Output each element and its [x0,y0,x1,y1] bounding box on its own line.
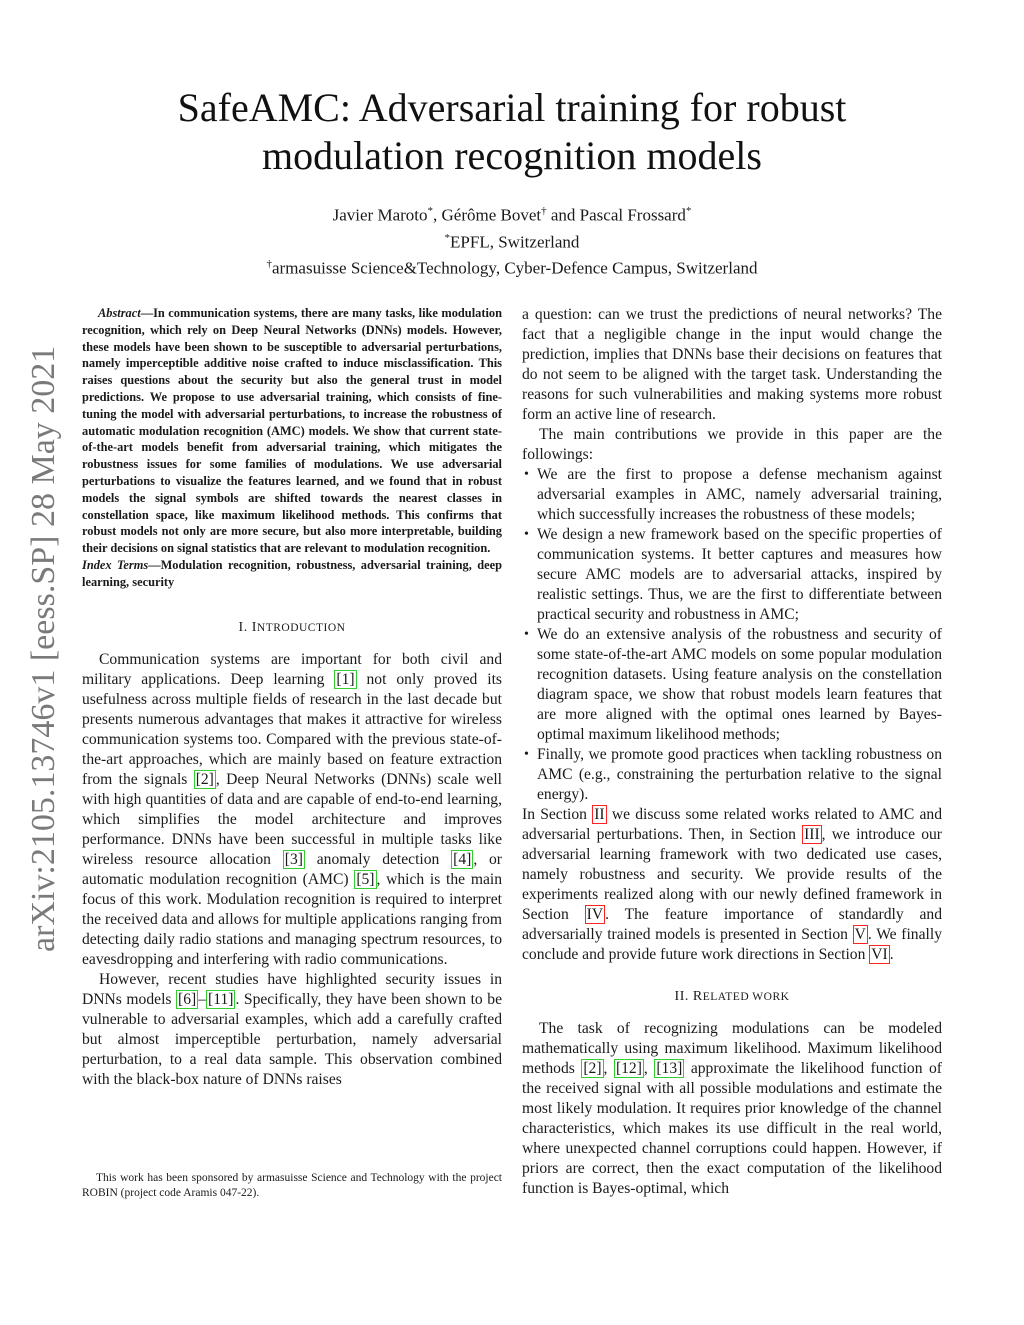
section-link[interactable]: V [854,926,866,943]
title-line-2: modulation recognition models [262,133,762,178]
text-run: . [889,946,894,963]
section-heading-introduction [82,618,502,638]
author-3: and Pascal Frossard [546,205,686,225]
index-terms-text: —Modulation recognition, robustness, adversarial training, deep learning, security [82,557,502,589]
section-link[interactable]: IV [586,906,604,923]
list-item-text: Finally, we promote good practices when tackling robustness on AMC (e.g., constraining the perturbation relative to the signal energy). [537,746,942,803]
text-run: we discuss some related works related to AMC and adversarial perturbations. Then, in Section [522,806,942,843]
citation-link[interactable]: [11] [208,990,234,1008]
text-run: , [603,1060,614,1077]
bullet-icon: • [524,627,529,642]
list-item [522,625,942,745]
list-item [522,465,942,525]
affiliation-2-text: armasuisse Science&Technology, Cyber-Defence Campus, Switzerland [272,258,758,278]
text-run: not only proved its usefulness across multiple fields of research in the last decade but presents numerous advantages that makes it attractive for wireless communication systems too. Compared with the previous state-of-the-art approaches, which are mainly based on feature extraction from the signals [82,670,502,788]
list-item-text: We are the first to propose a defense mechanism against adversarial examples in AMC, namely adversarial training, which successfully increases the robustness of these models; [537,466,942,523]
right-column [522,305,942,1199]
bullet-icon: • [524,467,529,482]
right-paragraph-1: a question: can we trust the predictions of neural networks? The fact that a negligible change in the input would change the prediction, implies that DNNs base their decisions on features that do not seem to be aligned with the target task. Understanding the reasons for such vulnerabilities and making systems more robust form an active line of research. [522,306,942,423]
text-run: . The feature importance of standardly and adversarially trained models is presented in Section [522,906,942,943]
text-run: , [643,1060,655,1077]
citation-link[interactable]: [2] [195,770,214,788]
section-title-rest: NTRODUCTION [256,621,346,634]
list-item-text: We design a new framework based on the specific properties of communication systems. It better captures and measures how secure AMC models are to adversarial attacks, inspired by realistic settings. Thus, we are the first to differentiate between practical security and robustness in AMC; [537,526,942,623]
abstract-label: Abstract [98,306,141,320]
citation-link[interactable]: [2] [583,1060,602,1077]
citation-link[interactable]: [5] [356,870,375,888]
affil-mark-star: * [444,231,451,244]
footnote [82,1171,502,1201]
text-run: . We finally conclude and provide future work directions in Section [522,926,942,963]
affiliation-1 [100,227,924,254]
text-run: , Deep Neural Networks (DNNs) scale well with high quantities of data and are capable of end-to-end learning, which simplifies the model architecture and improves performance. DNNs have been successful in multiple tasks like wireless resource allocation [82,770,502,868]
bullet-icon: • [524,527,529,542]
arxiv-identifier [22,340,62,960]
affil-mark-dagger: † [266,258,272,271]
text-run: Communication systems are important for both civil and military applications. Deep learning [82,650,502,688]
section-initial: R [692,989,703,1004]
index-terms [82,557,502,591]
affiliation-2 [100,253,924,280]
citation-link[interactable]: [4] [453,850,472,868]
citation-link[interactable]: [12] [615,1060,642,1077]
list-item-text: We do an extensive analysis of the robustness and security of some state-of-the-art AMC models on some popular modulation recognition datasets. Using feature analysis on the constellation diagram space, we show that robust models learn features that are more aligned with the optimal ones learned by Bayes-optimal maximum likelihood methods; [537,626,942,743]
title-line-1: SafeAMC: Adversarial training for robust [177,85,847,130]
related-paragraph-1 [522,1019,942,1199]
citation-link[interactable]: [1] [336,670,355,688]
author-block [100,200,924,280]
paper-title [100,84,924,180]
contributions-list [522,465,942,805]
text-run: , we introduce our adversarial learning framework with two dedicated use cases, namely robustness and security. We provide results of the experiments realized along with our newly defined framework in Section [522,826,942,923]
section-initial: I [251,619,257,635]
abstract-text: —In communication systems, there are many tasks, like modulation recognition, which rely on Deep Neural Networks (DNNs) models. However, these models have been shown to be susceptible to adversarial perturbations, namely imperceptible additive noise crafted to induce misclassification. This raises questions about the security but also the general trust in model predictions. We propose to use adversarial training, which consists of fine-tuning the model with adversarial perturbations, to increase the robustness of automatic modulation recognition (AMC) models. We show that current state-of-the-art models benefit from adversarial training, which mitigates the robustness issues for some families of modulations. We use adversarial perturbations to visualize the features learned, and we found that in robust models the signal symbols are shifted towards the nearest classes in constellation space, like maximum likelihood methods. This confirms that robust models not only are more secure, but also more interpretable, building their decisions on signal statistics that are relevant to modulation recognition. [82,306,502,556]
text-run: The task of recognizing modulations can be modeled mathematically using maximum likelihood. Maximum likelihood methods [522,1020,942,1077]
author-names [100,200,924,227]
section-title-rest: ELATED WORK [702,991,790,1003]
text-run: approximate the likelihood function of the received signal with all possible modulations and estimate the most likely modulation. It requires prior knowledge of the channel characteristics, which makes its use difficult in the real world, where unexpected channel corruptions could happen. However, if priors are correct, then the exact computation of the likelihood function is Bayes-optimal, which [522,1060,942,1197]
text-run: In Section [522,806,593,823]
section-number: I. [238,619,252,635]
list-item [522,745,942,805]
arxiv-identifier-text: arXiv:2105.13746v1 [eess.SP] 28 May 2021 [25,345,62,952]
bullet-icon: • [524,747,529,762]
section-link[interactable]: III [804,826,820,843]
text-run: , which is the main focus of this work. Modulation recognition is required to interpret the received data and allows for multiple applications ranging from detecting daily radio stations and managing spectrum resources, to eavesdropping and interfering with radio communications. [82,870,502,968]
citation-link[interactable]: [6] [178,990,197,1008]
left-column [82,305,502,1090]
affil-mark-star: * [427,205,433,217]
author-1: Javier Maroto [332,205,428,225]
citation-link[interactable]: [3] [284,850,303,868]
footnote-text: This work has been sponsored by armasuisse Science and Technology with the project ROBIN (project code Aramis 047-22). [82,1172,502,1199]
right-paragraph-2: The main contributions we provide in this paper are the followings: [522,426,942,463]
affil-mark-dagger: † [541,205,547,217]
affil-mark-star: * [685,205,692,217]
text-run: However, recent studies have highlighted security issues in DNNs models [82,970,502,1008]
list-item [522,525,942,625]
section-heading-related-work [522,987,942,1007]
right-paragraph-3 [522,805,942,965]
section-number: II. [674,989,693,1004]
index-terms-label: Index Terms [82,557,149,572]
citation-link[interactable]: [13] [656,1060,683,1077]
abstract [82,305,502,557]
text-run: – [198,990,207,1008]
text-run: , or automatic modulation recognition (AMC) [82,850,502,888]
section-link[interactable]: VI [871,946,888,963]
text-run: . Specifically, they have been shown to be vulnerable to adversarial examples, which add a carefully crafted but almost imperceptible perturbation, namely adversarial perturbation, to a real data sample. This observation combined with the black-box nature of DNNs raises [82,990,502,1088]
affiliation-1-text: EPFL, Switzerland [450,232,580,252]
author-2: , Gérôme Bovet [433,205,542,225]
text-run: anomaly detection [304,850,452,868]
arxiv-identifier-svg [22,340,62,960]
intro-paragraph-1 [82,650,502,970]
section-link[interactable]: II [594,806,605,823]
intro-paragraph-2 [82,970,502,1090]
